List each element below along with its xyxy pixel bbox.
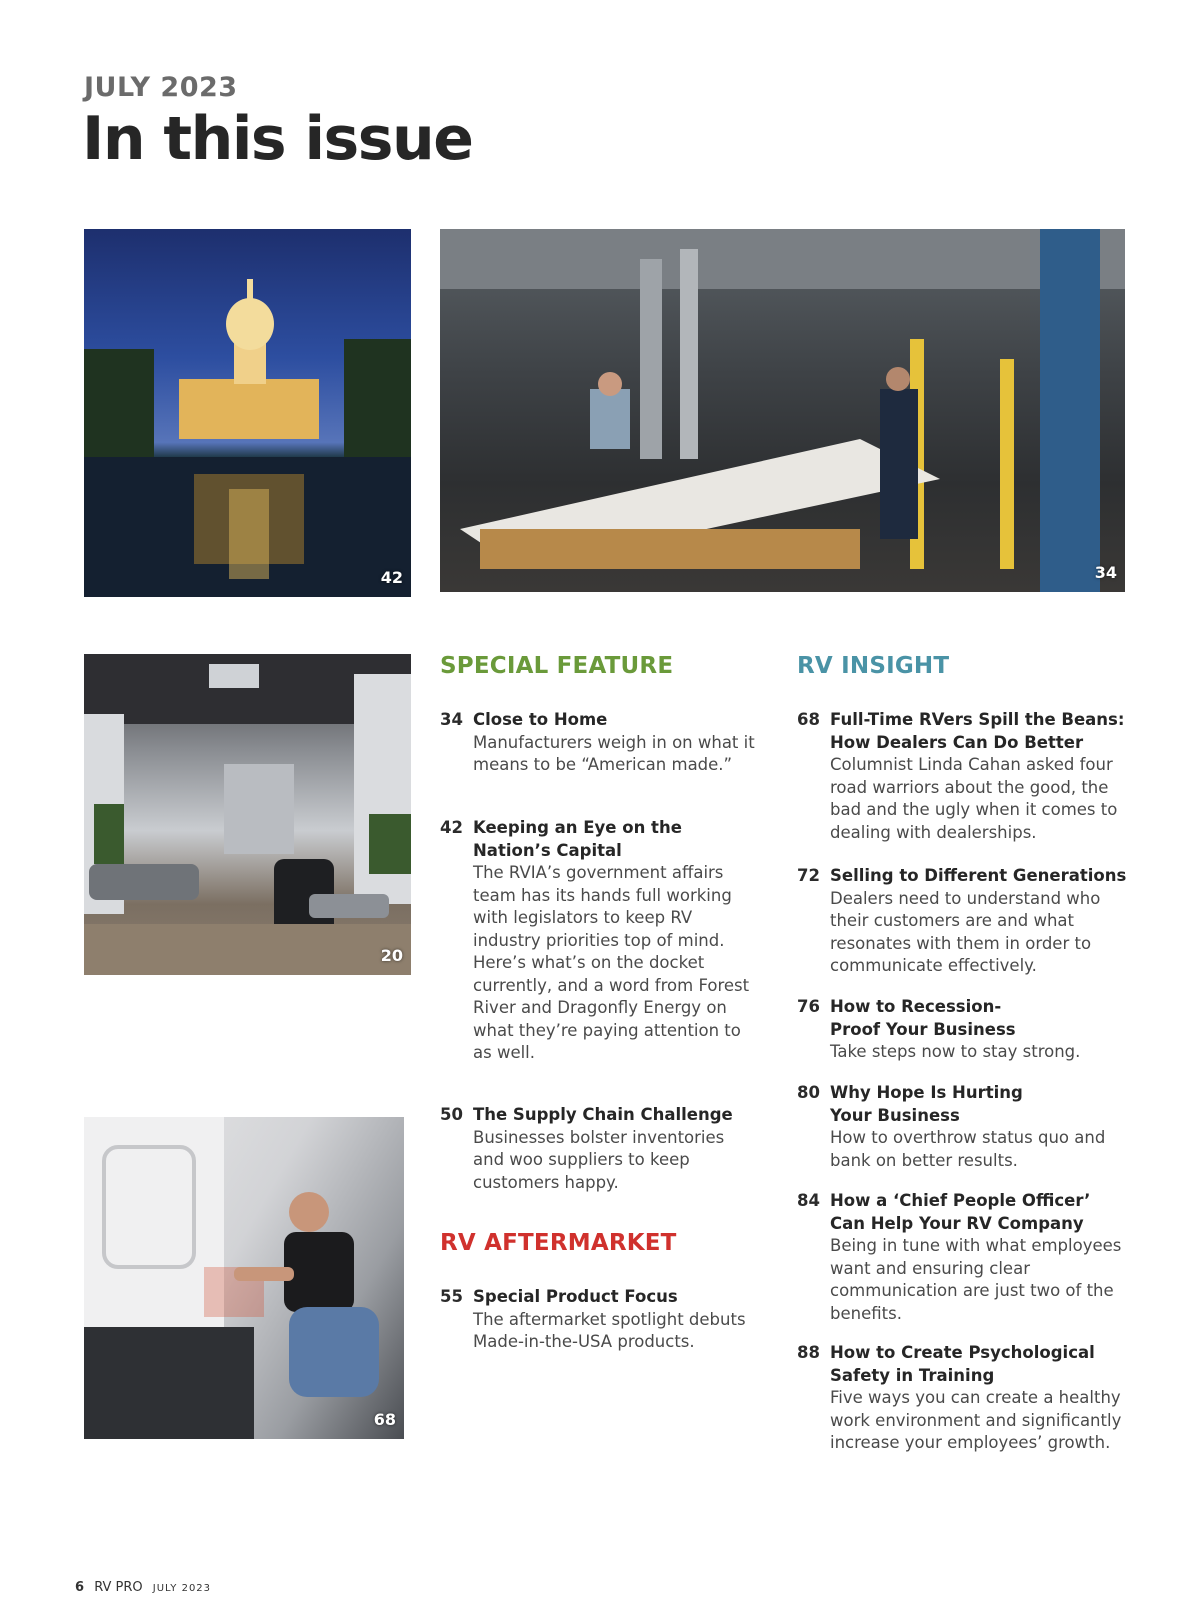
toc-entry[interactable] — [797, 709, 1137, 844]
technician-photo[interactable] — [84, 1117, 404, 1439]
entry-title: The Supply Chain Challenge — [473, 1105, 733, 1124]
section-heading-rv-aftermarket: RV AFTERMARKET — [440, 1230, 677, 1256]
entry-description: How to overthrow status quo and bank on better results. — [830, 1128, 1106, 1170]
entry-page-number: 42 — [440, 818, 463, 837]
page-footer — [75, 1580, 211, 1595]
entry-description: Being in tune with what employees want and ensuring clear communication are just two of the benefits. — [830, 1236, 1122, 1323]
entry-page-number: 68 — [797, 710, 820, 729]
entry-page-number: 50 — [440, 1105, 463, 1124]
toc-entry[interactable] — [797, 1342, 1137, 1455]
capitol-photo[interactable] — [84, 229, 411, 597]
footer-page-number: 6 — [75, 1580, 85, 1595]
factory-illustration — [440, 229, 1125, 592]
entry-page-number: 55 — [440, 1287, 463, 1306]
toc-entry[interactable] — [440, 817, 780, 1065]
entry-description: Take steps now to stay strong. — [830, 1042, 1081, 1061]
entry-title: How to Create Psychological Safety in Training — [830, 1343, 1095, 1385]
factory-photo[interactable] — [440, 229, 1125, 592]
entry-title: Keeping an Eye on the Nation’s Capital — [473, 818, 682, 860]
entry-description: The aftermarket spotlight debuts Made-in-the-USA products. — [473, 1309, 746, 1351]
entry-title: How to Recession-Proof Your Business — [830, 997, 1016, 1039]
toc-entry[interactable] — [440, 1104, 780, 1194]
entry-description: Five ways you can create a healthy work environment and significantly increase your employees’ growth. — [830, 1388, 1122, 1452]
entry-description: The RVIA’s government affairs team has its hands full working with legislators to keep RV industry priorities top of mind. Here’s what’s on the docket currently, and a word from Forest River and Dragonfly Energy on what they’re paying attention to as well. — [473, 863, 750, 1062]
entry-page-number: 76 — [797, 997, 820, 1016]
rv-interior-illustration — [84, 654, 411, 975]
entry-title: Special Product Focus — [473, 1287, 678, 1306]
toc-entry[interactable] — [797, 996, 1137, 1064]
toc-entry[interactable] — [440, 1286, 780, 1354]
entry-title: Why Hope Is Hurting Your Business — [830, 1083, 1023, 1125]
page-number-label: 68 — [373, 1410, 396, 1429]
toc-entry[interactable] — [797, 865, 1137, 978]
toc-entry[interactable] — [797, 1190, 1137, 1325]
page-number-label: 34 — [1094, 563, 1117, 582]
footer-date: JULY 2023 — [152, 1583, 212, 1594]
footer-magazine-name: RV PRO — [94, 1580, 143, 1595]
page-number-label: 20 — [380, 946, 403, 965]
entry-title: Close to Home — [473, 710, 608, 729]
rv-interior-photo[interactable] — [84, 654, 411, 975]
section-heading-special-feature: SPECIAL FEATURE — [440, 653, 674, 679]
entry-page-number: 72 — [797, 866, 820, 885]
entry-description: Manufacturers weigh in on what it means to be “American made.” — [473, 732, 755, 774]
entry-title: Full-Time RVers Spill the Beans: How Dealers Can Do Better — [830, 710, 1125, 752]
section-heading-rv-insight: RV INSIGHT — [797, 653, 950, 679]
entry-page-number: 80 — [797, 1083, 820, 1102]
issue-date-kicker: JULY 2023 — [84, 72, 238, 103]
entry-description: Businesses bolster inventories and woo suppliers to keep customers happy. — [473, 1127, 725, 1192]
toc-entry[interactable] — [440, 709, 780, 777]
entry-title: Selling to Different Generations — [830, 866, 1127, 885]
entry-page-number: 84 — [797, 1191, 820, 1210]
entry-title: How a ‘Chief People Officer’ Can Help Your RV Company — [830, 1191, 1091, 1233]
entry-page-number: 34 — [440, 710, 463, 729]
page-number-label: 42 — [380, 568, 403, 587]
technician-illustration — [84, 1117, 404, 1439]
entry-page-number: 88 — [797, 1343, 820, 1362]
page-title: In this issue — [82, 104, 473, 174]
entry-description: Columnist Linda Cahan asked four road warriors about the good, the bad and the ugly when it comes to dealing with dealerships. — [830, 755, 1118, 842]
toc-entry[interactable] — [797, 1082, 1137, 1172]
capitol-illustration — [84, 229, 411, 597]
entry-description: Dealers need to understand who their customers are and what resonates with them in order to communicate effectively. — [830, 888, 1101, 975]
